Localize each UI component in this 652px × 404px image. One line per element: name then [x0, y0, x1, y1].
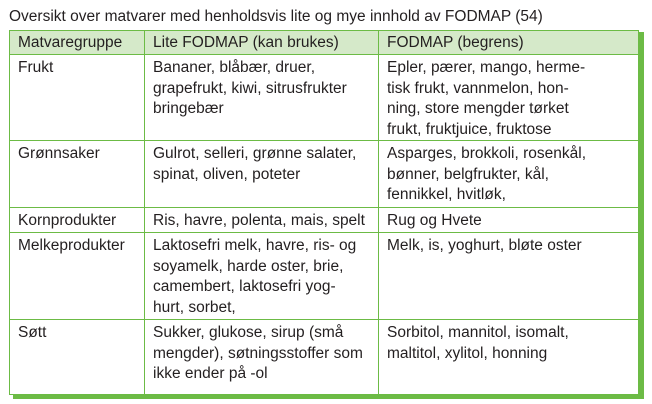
cell-high-fodmap	[379, 55, 639, 141]
table-header-row	[10, 31, 639, 55]
cell-line: bønner, belgfrukter, kål,	[387, 165, 549, 183]
table-row	[10, 55, 639, 141]
table-row	[10, 141, 639, 208]
cell-high-fodmap	[379, 208, 639, 233]
cell-line: Laktosefri melk, havre, ris- og	[153, 237, 357, 254]
header-low-fodmap: Lite FODMAP (kan brukes)	[145, 31, 379, 55]
header-high-fodmap: FODMAP (begrens)	[379, 31, 639, 55]
cell-line: bringebær	[153, 100, 224, 117]
fodmap-table-frame	[9, 30, 638, 395]
cell-line: frukt, fruktjuice, fruktose	[387, 120, 552, 138]
cell-food-group: Kornprodukter	[10, 208, 145, 233]
cell-high-fodmap	[379, 141, 639, 208]
fodmap-table	[9, 30, 639, 395]
cell-high-fodmap	[379, 233, 639, 320]
cell-line: Gulrot, selleri, grønne salater,	[153, 145, 357, 162]
cell-line: Bananer, blåbær, druer,	[153, 59, 316, 76]
cell-high-fodmap	[379, 320, 639, 395]
cell-line: Asparges, brokkoli, rosenkål,	[387, 145, 587, 162]
table-row	[10, 208, 639, 233]
cell-line: fennikkel, hvitløk,	[387, 186, 506, 203]
cell-low-fodmap	[145, 55, 379, 141]
cell-line: spinat, oliven, poteter	[153, 165, 301, 183]
cell-line: maltitol, xylitol, honning	[387, 344, 548, 362]
cell-line: Melk, is, yoghurt, bløte oster	[387, 237, 582, 254]
cell-food-group: Frukt	[10, 55, 145, 141]
header-food-group: Matvaregruppe	[10, 31, 145, 55]
cell-line: Rug og Hvete	[387, 212, 482, 229]
cell-low-fodmap	[145, 233, 379, 320]
table-caption: Oversikt over matvarer med henholdsvis lite og mye innhold av FODMAP (54)	[9, 8, 543, 25]
cell-line: camembert, laktosefri yog-	[153, 278, 336, 295]
cell-line: mengder), søtningsstoffer som	[153, 344, 363, 362]
cell-food-group: Melkeprodukter	[10, 233, 145, 320]
cell-food-group: Grønnsaker	[10, 141, 145, 208]
cell-line: Sorbitol, mannitol, isomalt,	[387, 324, 569, 341]
cell-line: ning, store mengder tørket	[387, 100, 569, 117]
cell-line: hurt, sorbet,	[153, 298, 236, 316]
table-row	[10, 320, 639, 395]
cell-low-fodmap	[145, 208, 379, 233]
cell-line: Epler, pærer, mango, herme-	[387, 59, 586, 76]
cell-line: ikke ender på -ol	[153, 365, 268, 382]
cell-line: tisk frukt, vannmelon, hon-	[387, 79, 569, 97]
cell-line: grapefrukt, kiwi, sitrusfrukter	[153, 79, 347, 97]
cell-low-fodmap	[145, 141, 379, 208]
cell-line: Ris, havre, polenta, mais, spelt	[153, 212, 365, 229]
cell-line: Sukker, glukose, sirup (små	[153, 324, 344, 341]
cell-low-fodmap	[145, 320, 379, 395]
table-row	[10, 233, 639, 320]
cell-line: soyamelk, harde oster, brie,	[153, 257, 344, 275]
cell-food-group: Søtt	[10, 320, 145, 395]
